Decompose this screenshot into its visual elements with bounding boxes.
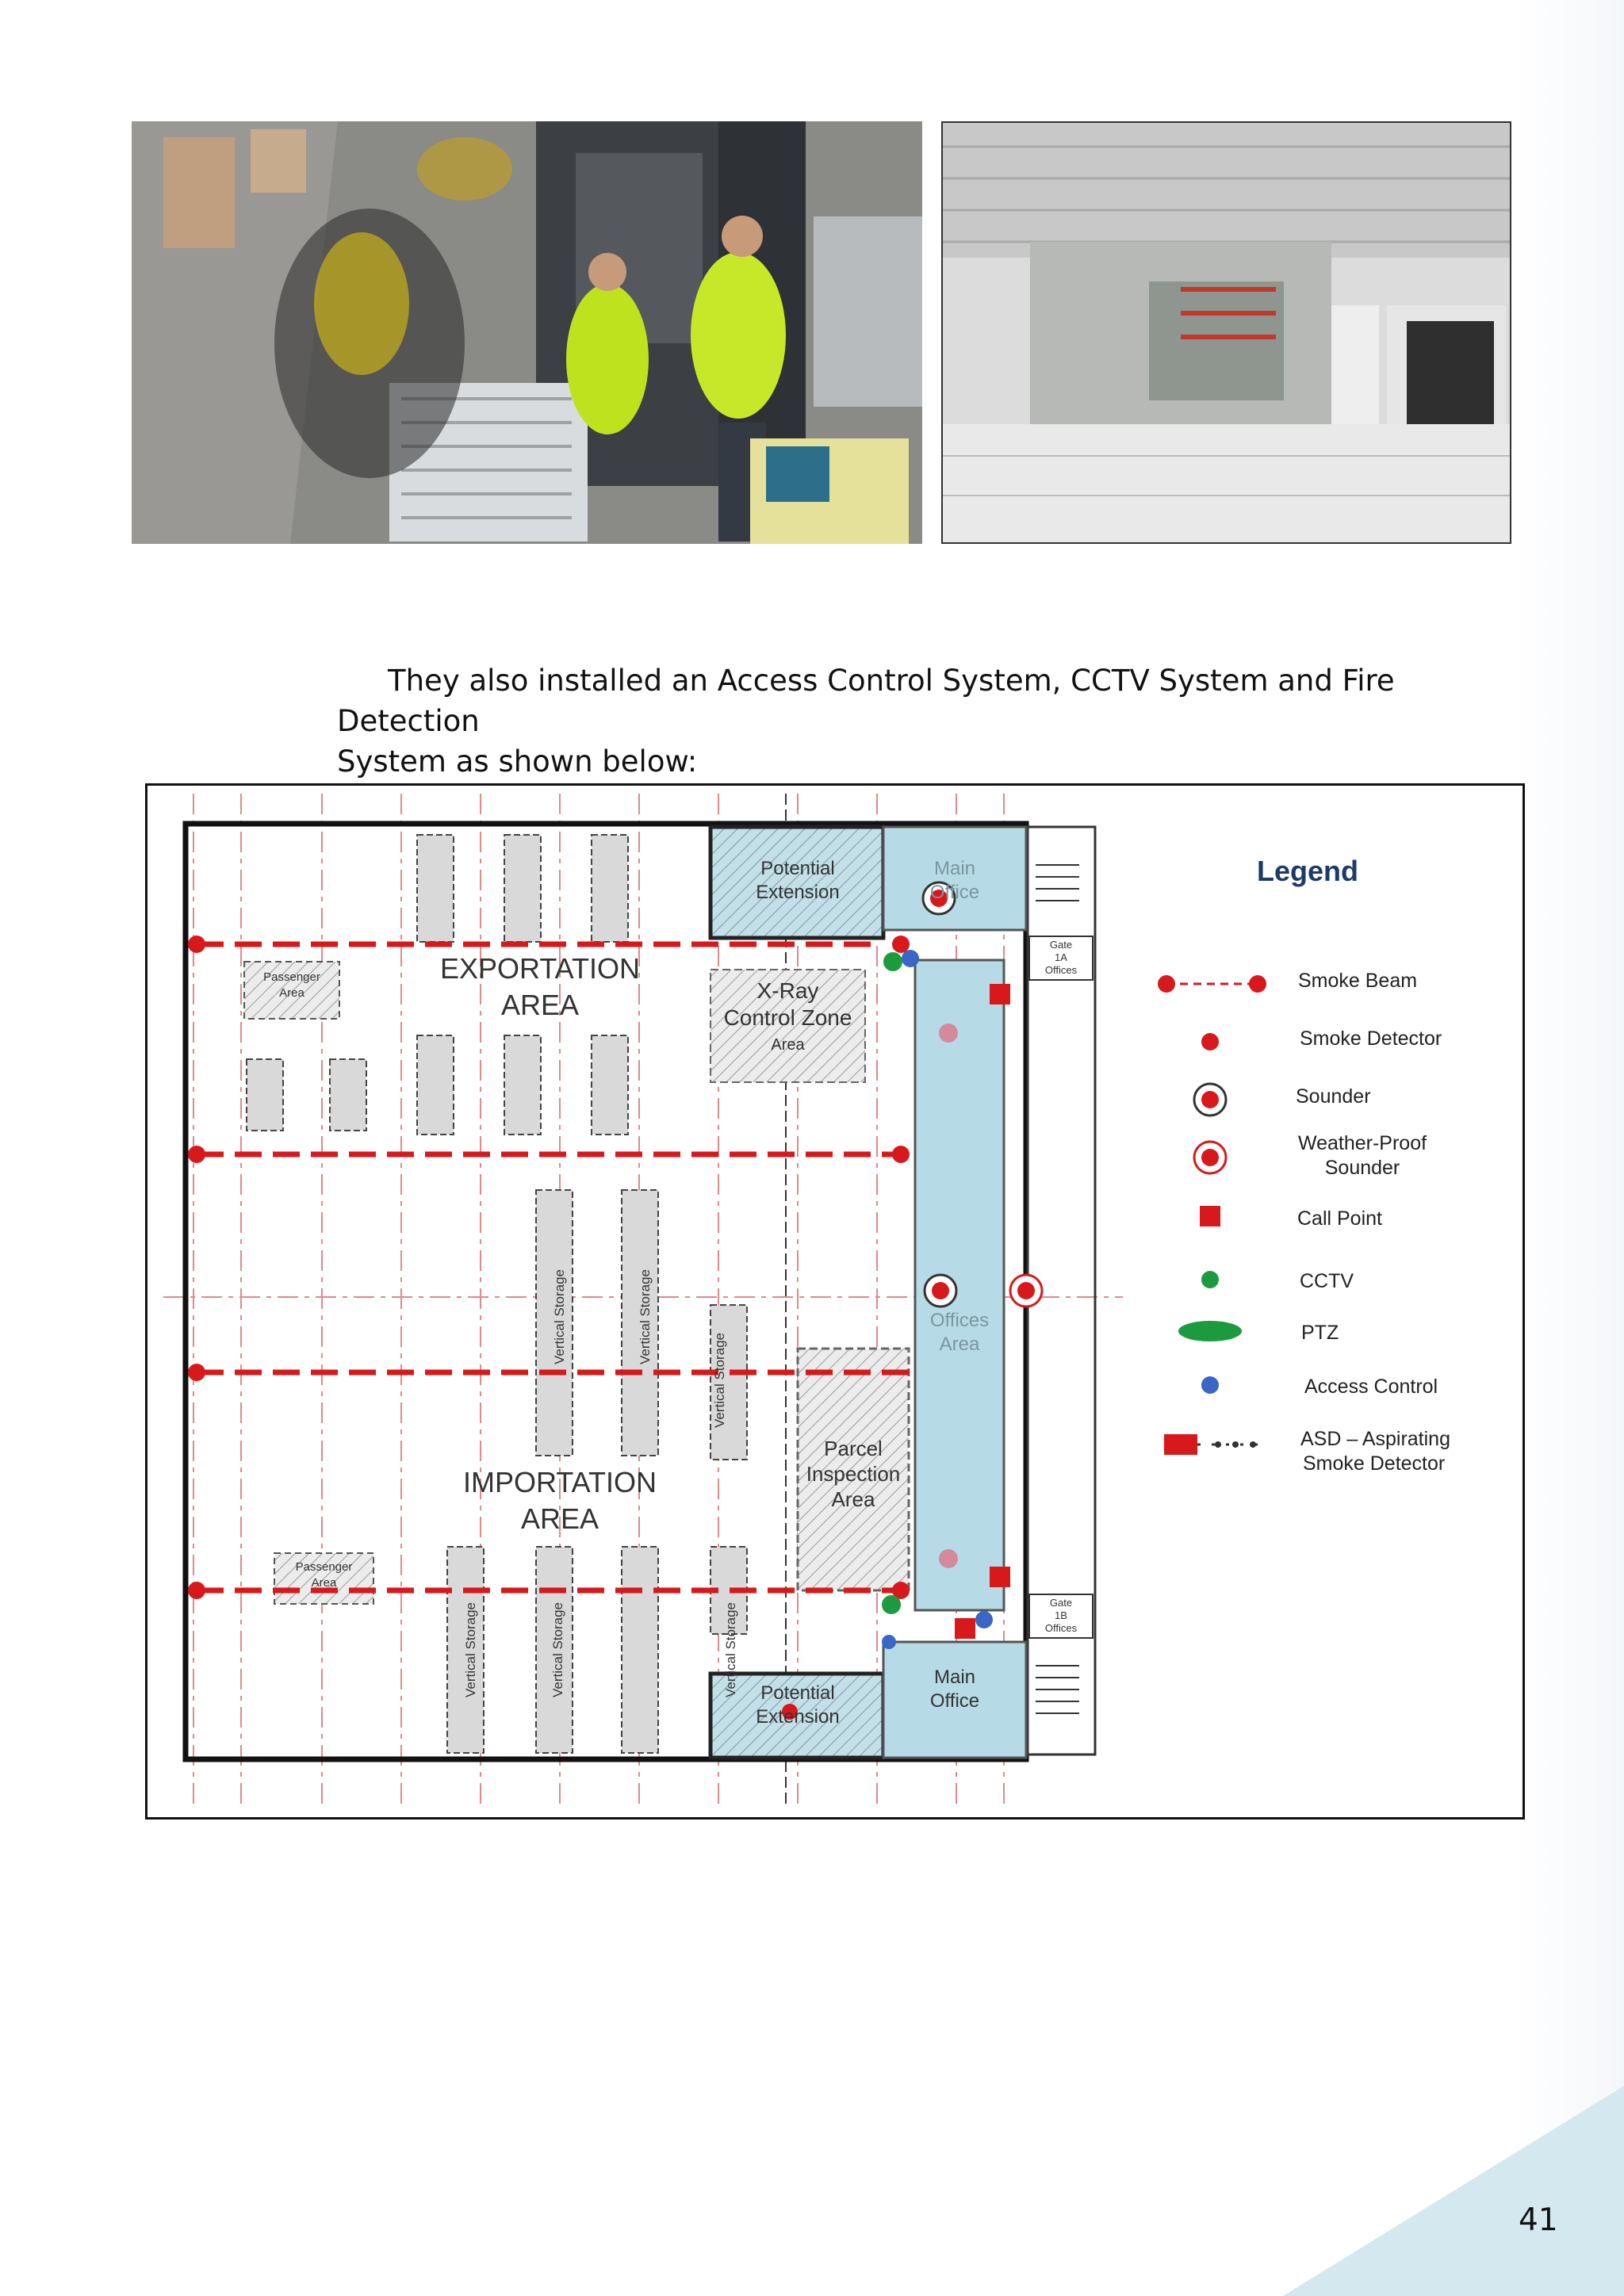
legend-call-point: Call Point <box>1297 1207 1382 1230</box>
label-passenger-area-bottom <box>274 1559 373 1591</box>
legend-weather-proof-line-2: Sounder <box>1324 1157 1400 1179</box>
label-gate-offices-top <box>1029 939 1093 977</box>
label-parcel-line-2: Inspection <box>806 1462 901 1486</box>
label-gate-top-line-3: Offices <box>1044 964 1078 976</box>
legend-smoke-beam: Smoke Beam <box>1298 970 1418 992</box>
label-potential-top-line-2: Extension <box>756 882 840 903</box>
label-vertical-storage: Vertical Storage <box>550 1602 565 1698</box>
label-potential-extension-bottom <box>714 1682 881 1729</box>
legend-asd-line-1: ASD – Aspirating <box>1300 1428 1450 1450</box>
legend-markers <box>1158 975 1266 1455</box>
label-offices-line-2: Area <box>939 1334 980 1355</box>
intro-paragraph <box>337 660 1447 782</box>
legend-cctv: CCTV <box>1300 1270 1354 1292</box>
label-potential-bottom-line-1: Potential <box>760 1682 835 1704</box>
label-main-office-top <box>883 857 1026 905</box>
label-importation-area <box>449 1464 671 1537</box>
legend-smoke-detector: Smoke Detector <box>1300 1027 1442 1050</box>
label-vertical-storage: Vertical Storage <box>463 1602 478 1698</box>
label-passenger-area-top <box>244 970 339 1001</box>
label-parcel-inspection <box>794 1436 913 1512</box>
label-passenger-top-line-1: Passenger <box>263 970 320 984</box>
floor-plan-figure <box>145 783 1525 1820</box>
label-offices-line-1: Offices <box>929 1310 990 1331</box>
label-gate-offices-bottom <box>1029 1597 1093 1635</box>
label-passenger-top-line-2: Area <box>279 986 304 1000</box>
label-main-office-bottom <box>883 1666 1026 1713</box>
label-xray-area <box>707 978 869 1058</box>
label-parcel-line-3: Area <box>831 1487 875 1511</box>
photo-xray-scanner <box>132 121 922 544</box>
legend-asd-line-2: Smoke Detector <box>1303 1452 1446 1475</box>
label-gate-bottom-line-2: 1B <box>1055 1609 1067 1621</box>
legend-access-control: Access Control <box>1304 1376 1438 1398</box>
photo-warehouse-interior <box>941 121 1511 544</box>
page-edge-tint <box>1515 0 1624 2296</box>
label-main-office-top-line-2: Office <box>929 882 980 903</box>
label-exportation-line-2: AREA <box>500 989 580 1021</box>
label-parcel-line-1: Parcel <box>824 1437 883 1460</box>
label-exportation-area <box>429 951 651 1024</box>
label-importation-line-1: IMPORTATION <box>462 1466 657 1498</box>
label-xray-line-3: Area <box>771 1036 805 1054</box>
floor-plan-drawing <box>147 786 1522 1817</box>
label-offices-area <box>915 1309 1004 1357</box>
label-vertical-storage: Vertical Storage <box>552 1269 567 1365</box>
label-potential-bottom-line-2: Extension <box>756 1706 840 1728</box>
label-gate-bottom-line-1: Gate <box>1049 1597 1073 1609</box>
label-potential-top-line-1: Potential <box>760 858 835 879</box>
legend-ptz: PTZ <box>1301 1322 1339 1344</box>
legend-weather-proof-line-1: Weather-Proof <box>1297 1132 1427 1154</box>
paragraph-line-2: System as shown below: <box>337 744 698 779</box>
corner-decoration <box>1283 2086 1624 2296</box>
legend-asd <box>1300 1427 1450 1476</box>
label-main-office-bottom-line-1: Main <box>933 1667 976 1688</box>
label-passenger-bottom-line-1: Passenger <box>295 1560 353 1574</box>
legend-weather-proof-sounder <box>1295 1131 1430 1181</box>
legend-title: Legend <box>1257 855 1359 887</box>
label-vertical-storage: Vertical Storage <box>723 1602 738 1698</box>
label-xray-line-2: Control Zone <box>723 1005 852 1030</box>
label-passenger-bottom-line-2: Area <box>311 1576 337 1590</box>
label-exportation-line-1: EXPORTATION <box>439 952 641 985</box>
label-gate-top-line-2: 1A <box>1055 951 1067 963</box>
label-main-office-bottom-line-2: Office <box>929 1690 980 1712</box>
paragraph-line-1: They also installed an Access Control System, CCTV System and Fire Detection <box>337 664 1395 738</box>
page-number: 41 <box>1519 2202 1558 2238</box>
label-vertical-storage: Vertical Storage <box>712 1333 727 1429</box>
label-vertical-storage: Vertical Storage <box>638 1269 653 1365</box>
label-gate-top-line-1: Gate <box>1049 939 1073 951</box>
label-main-office-top-line-1: Main <box>933 858 976 879</box>
label-importation-line-2: AREA <box>520 1502 599 1535</box>
label-xray-line-1: X-Ray <box>756 978 819 1003</box>
label-potential-extension-top <box>714 857 881 905</box>
legend-sounder: Sounder <box>1296 1085 1371 1108</box>
label-gate-bottom-line-3: Offices <box>1044 1622 1078 1634</box>
